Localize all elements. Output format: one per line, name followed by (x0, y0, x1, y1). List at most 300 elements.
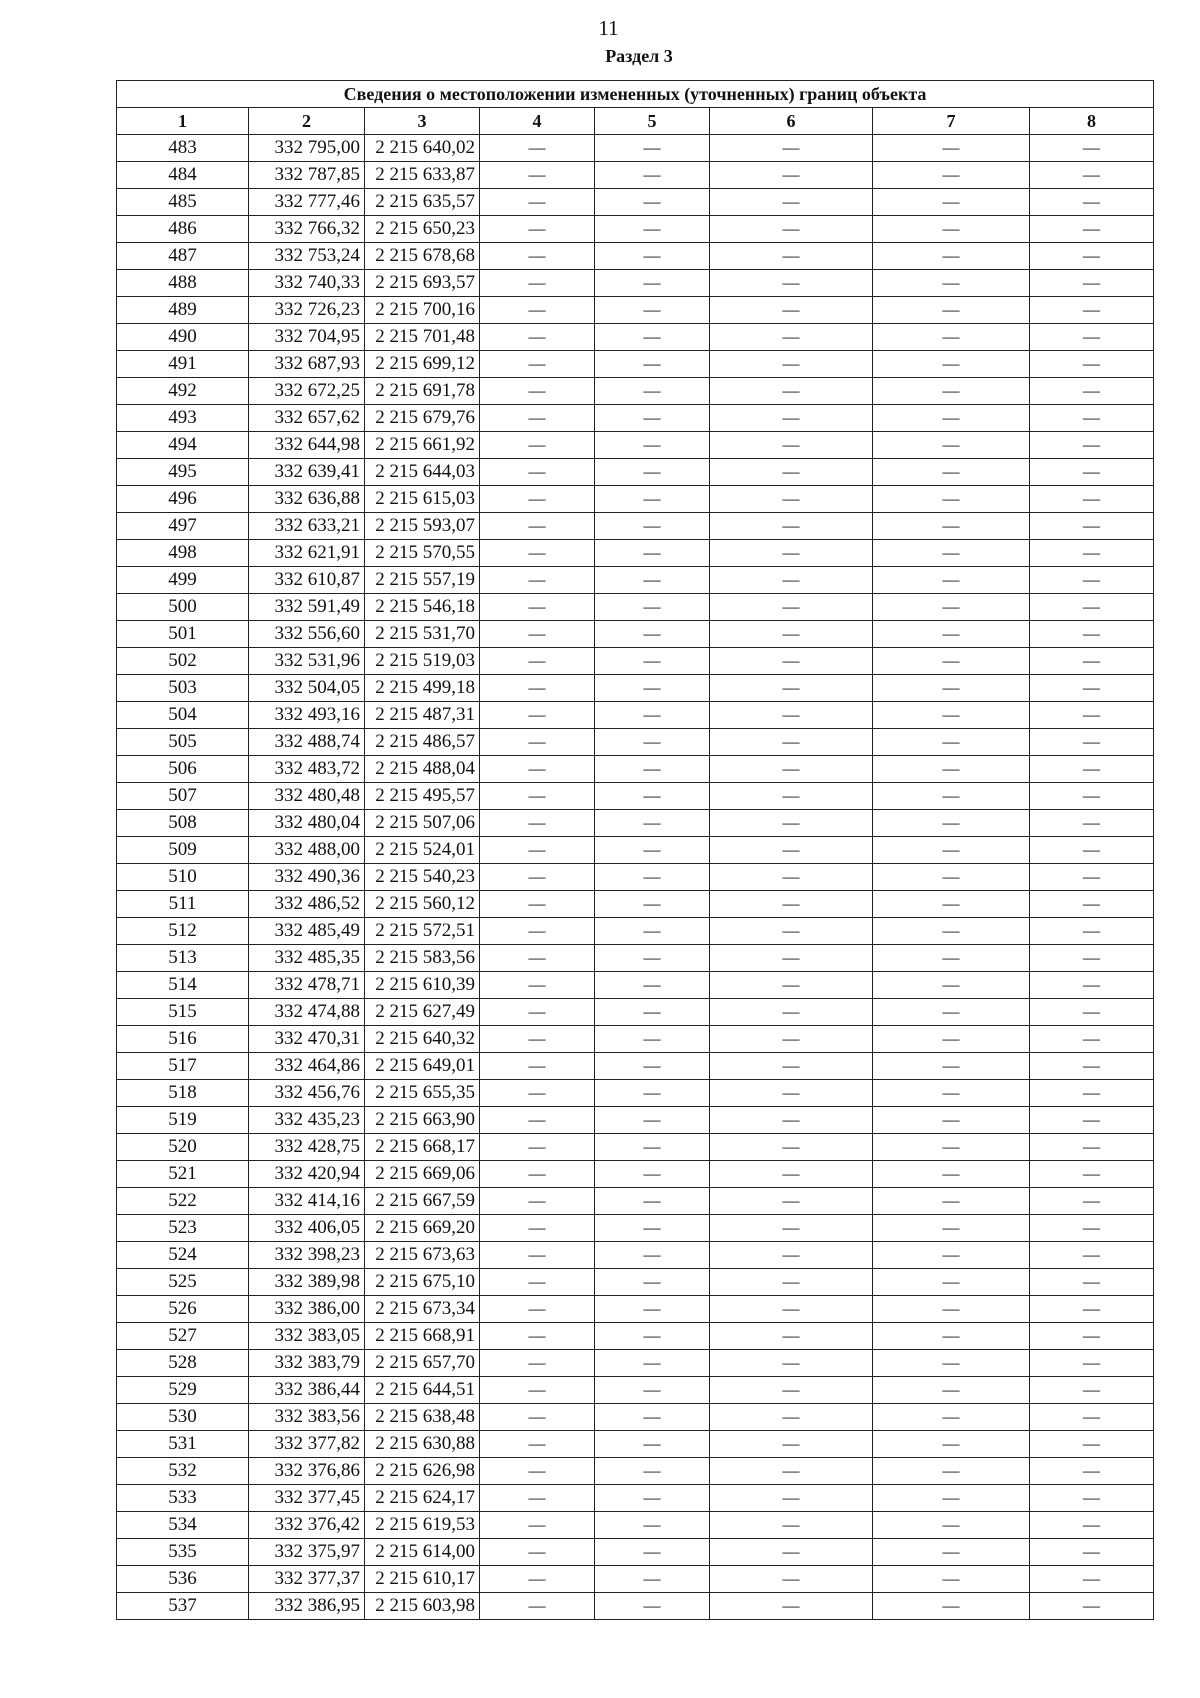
table-row (117, 486, 1154, 513)
empty-value-cell: — (873, 1107, 1030, 1134)
point-number-cell: 510 (117, 864, 249, 891)
empty-value-cell: — (480, 648, 595, 675)
y-coordinate-cell: 2 215 644,03 (365, 459, 480, 486)
y-coordinate-cell: 2 215 663,90 (365, 1107, 480, 1134)
column-header-6: 6 (710, 108, 873, 135)
x-coordinate-cell: 332 480,48 (249, 783, 365, 810)
table-row (117, 1593, 1154, 1620)
empty-value-cell: — (480, 1350, 595, 1377)
empty-value-cell: — (1030, 1566, 1154, 1593)
empty-value-cell: — (1030, 1134, 1154, 1161)
point-number-cell: 504 (117, 702, 249, 729)
empty-value-cell: — (1030, 162, 1154, 189)
x-coordinate-cell: 332 556,60 (249, 621, 365, 648)
point-number-cell: 524 (117, 1242, 249, 1269)
point-number-cell: 533 (117, 1485, 249, 1512)
empty-value-cell: — (480, 189, 595, 216)
empty-value-cell: — (1030, 135, 1154, 162)
y-coordinate-cell: 2 215 524,01 (365, 837, 480, 864)
empty-value-cell: — (595, 351, 710, 378)
point-number-cell: 507 (117, 783, 249, 810)
empty-value-cell: — (595, 837, 710, 864)
y-coordinate-cell: 2 215 667,59 (365, 1188, 480, 1215)
empty-value-cell: — (1030, 1539, 1154, 1566)
y-coordinate-cell: 2 215 691,78 (365, 378, 480, 405)
empty-value-cell: — (710, 243, 873, 270)
table-row (117, 162, 1154, 189)
point-number-cell: 488 (117, 270, 249, 297)
empty-value-cell: — (480, 486, 595, 513)
table-row (117, 918, 1154, 945)
x-coordinate-cell: 332 389,98 (249, 1269, 365, 1296)
empty-value-cell: — (873, 1026, 1030, 1053)
empty-value-cell: — (873, 486, 1030, 513)
empty-value-cell: — (710, 1269, 873, 1296)
point-number-cell: 486 (117, 216, 249, 243)
empty-value-cell: — (710, 837, 873, 864)
empty-value-cell: — (873, 837, 1030, 864)
x-coordinate-cell: 332 386,44 (249, 1377, 365, 1404)
table-row (117, 189, 1154, 216)
empty-value-cell: — (480, 1269, 595, 1296)
empty-value-cell: — (595, 594, 710, 621)
table-row (117, 513, 1154, 540)
empty-value-cell: — (480, 1593, 595, 1620)
empty-value-cell: — (873, 972, 1030, 999)
empty-value-cell: — (480, 1431, 595, 1458)
y-coordinate-cell: 2 215 593,07 (365, 513, 480, 540)
empty-value-cell: — (710, 324, 873, 351)
empty-value-cell: — (710, 972, 873, 999)
empty-value-cell: — (595, 1107, 710, 1134)
table-row (117, 1296, 1154, 1323)
empty-value-cell: — (480, 1080, 595, 1107)
point-number-cell: 492 (117, 378, 249, 405)
empty-value-cell: — (873, 567, 1030, 594)
point-number-cell: 517 (117, 1053, 249, 1080)
empty-value-cell: — (873, 1512, 1030, 1539)
empty-value-cell: — (595, 378, 710, 405)
point-number-cell: 521 (117, 1161, 249, 1188)
empty-value-cell: — (1030, 1242, 1154, 1269)
y-coordinate-cell: 2 215 627,49 (365, 999, 480, 1026)
x-coordinate-cell: 332 633,21 (249, 513, 365, 540)
x-coordinate-cell: 332 485,35 (249, 945, 365, 972)
table-body (117, 135, 1154, 1620)
empty-value-cell: — (710, 1485, 873, 1512)
x-coordinate-cell: 332 377,82 (249, 1431, 365, 1458)
x-coordinate-cell: 332 376,42 (249, 1512, 365, 1539)
empty-value-cell: — (595, 1593, 710, 1620)
empty-value-cell: — (595, 702, 710, 729)
x-coordinate-cell: 332 726,23 (249, 297, 365, 324)
x-coordinate-cell: 332 377,37 (249, 1566, 365, 1593)
y-coordinate-cell: 2 215 488,04 (365, 756, 480, 783)
point-number-cell: 518 (117, 1080, 249, 1107)
empty-value-cell: — (595, 1485, 710, 1512)
y-coordinate-cell: 2 215 531,70 (365, 621, 480, 648)
point-number-cell: 505 (117, 729, 249, 756)
x-coordinate-cell: 332 636,88 (249, 486, 365, 513)
table-row (117, 864, 1154, 891)
empty-value-cell: — (1030, 1215, 1154, 1242)
point-number-cell: 484 (117, 162, 249, 189)
empty-value-cell: — (873, 1296, 1030, 1323)
point-number-cell: 516 (117, 1026, 249, 1053)
empty-value-cell: — (873, 297, 1030, 324)
table-row (117, 1269, 1154, 1296)
y-coordinate-cell: 2 215 669,06 (365, 1161, 480, 1188)
empty-value-cell: — (1030, 459, 1154, 486)
table-row (117, 405, 1154, 432)
empty-value-cell: — (595, 729, 710, 756)
empty-value-cell: — (595, 1080, 710, 1107)
empty-value-cell: — (873, 810, 1030, 837)
y-coordinate-cell: 2 215 655,35 (365, 1080, 480, 1107)
x-coordinate-cell: 332 488,74 (249, 729, 365, 756)
empty-value-cell: — (595, 756, 710, 783)
empty-value-cell: — (595, 621, 710, 648)
point-number-cell: 506 (117, 756, 249, 783)
y-coordinate-cell: 2 215 644,51 (365, 1377, 480, 1404)
table-row (117, 567, 1154, 594)
empty-value-cell: — (710, 270, 873, 297)
y-coordinate-cell: 2 215 693,57 (365, 270, 480, 297)
empty-value-cell: — (710, 648, 873, 675)
table-row (117, 1512, 1154, 1539)
empty-value-cell: — (1030, 729, 1154, 756)
y-coordinate-cell: 2 215 661,92 (365, 432, 480, 459)
empty-value-cell: — (480, 1539, 595, 1566)
table-caption: Сведения о местоположении измененных (уточненных) границ объекта (117, 81, 1154, 108)
y-coordinate-cell: 2 215 635,57 (365, 189, 480, 216)
y-coordinate-cell: 2 215 673,34 (365, 1296, 480, 1323)
empty-value-cell: — (873, 540, 1030, 567)
empty-value-cell: — (873, 162, 1030, 189)
table-row (117, 1566, 1154, 1593)
point-number-cell: 512 (117, 918, 249, 945)
table-row (117, 1323, 1154, 1350)
x-coordinate-cell: 332 406,05 (249, 1215, 365, 1242)
table-row (117, 1053, 1154, 1080)
empty-value-cell: — (480, 621, 595, 648)
empty-value-cell: — (595, 162, 710, 189)
empty-value-cell: — (710, 621, 873, 648)
table-row (117, 351, 1154, 378)
y-coordinate-cell: 2 215 570,55 (365, 540, 480, 567)
empty-value-cell: — (595, 135, 710, 162)
empty-value-cell: — (1030, 1404, 1154, 1431)
x-coordinate-cell: 332 483,72 (249, 756, 365, 783)
table-row (117, 729, 1154, 756)
empty-value-cell: — (480, 162, 595, 189)
empty-value-cell: — (1030, 594, 1154, 621)
point-number-cell: 501 (117, 621, 249, 648)
table-row (117, 1188, 1154, 1215)
empty-value-cell: — (873, 432, 1030, 459)
empty-value-cell: — (1030, 351, 1154, 378)
point-number-cell: 503 (117, 675, 249, 702)
table-row (117, 675, 1154, 702)
empty-value-cell: — (1030, 243, 1154, 270)
point-number-cell: 509 (117, 837, 249, 864)
empty-value-cell: — (595, 459, 710, 486)
x-coordinate-cell: 332 490,36 (249, 864, 365, 891)
point-number-cell: 499 (117, 567, 249, 594)
y-coordinate-cell: 2 215 649,01 (365, 1053, 480, 1080)
empty-value-cell: — (873, 918, 1030, 945)
empty-value-cell: — (480, 1512, 595, 1539)
y-coordinate-cell: 2 215 657,70 (365, 1350, 480, 1377)
point-number-cell: 496 (117, 486, 249, 513)
y-coordinate-cell: 2 215 699,12 (365, 351, 480, 378)
x-coordinate-cell: 332 435,23 (249, 1107, 365, 1134)
table-row (117, 1485, 1154, 1512)
empty-value-cell: — (710, 216, 873, 243)
x-coordinate-cell: 332 591,49 (249, 594, 365, 621)
table-row (117, 1242, 1154, 1269)
empty-value-cell: — (710, 1404, 873, 1431)
empty-value-cell: — (480, 513, 595, 540)
point-number-cell: 527 (117, 1323, 249, 1350)
empty-value-cell: — (480, 378, 595, 405)
empty-value-cell: — (480, 1188, 595, 1215)
empty-value-cell: — (710, 1107, 873, 1134)
point-number-cell: 532 (117, 1458, 249, 1485)
empty-value-cell: — (1030, 972, 1154, 999)
point-number-cell: 508 (117, 810, 249, 837)
empty-value-cell: — (480, 1053, 595, 1080)
empty-value-cell: — (480, 351, 595, 378)
empty-value-cell: — (1030, 864, 1154, 891)
y-coordinate-cell: 2 215 507,06 (365, 810, 480, 837)
x-coordinate-cell: 332 672,25 (249, 378, 365, 405)
x-coordinate-cell: 332 795,00 (249, 135, 365, 162)
empty-value-cell: — (873, 1377, 1030, 1404)
empty-value-cell: — (873, 702, 1030, 729)
point-number-cell: 525 (117, 1269, 249, 1296)
empty-value-cell: — (480, 1107, 595, 1134)
empty-value-cell: — (1030, 297, 1154, 324)
empty-value-cell: — (710, 1296, 873, 1323)
empty-value-cell: — (1030, 999, 1154, 1026)
empty-value-cell: — (480, 594, 595, 621)
empty-value-cell: — (873, 675, 1030, 702)
empty-value-cell: — (1030, 432, 1154, 459)
empty-value-cell: — (480, 864, 595, 891)
empty-value-cell: — (710, 1188, 873, 1215)
table-row (117, 1134, 1154, 1161)
x-coordinate-cell: 332 488,00 (249, 837, 365, 864)
table-row (117, 432, 1154, 459)
point-number-cell: 483 (117, 135, 249, 162)
y-coordinate-cell: 2 215 486,57 (365, 729, 480, 756)
empty-value-cell: — (710, 891, 873, 918)
point-number-cell: 498 (117, 540, 249, 567)
empty-value-cell: — (873, 1566, 1030, 1593)
empty-value-cell: — (480, 1215, 595, 1242)
empty-value-cell: — (480, 891, 595, 918)
table-row (117, 1431, 1154, 1458)
empty-value-cell: — (1030, 405, 1154, 432)
empty-value-cell: — (873, 945, 1030, 972)
empty-value-cell: — (480, 432, 595, 459)
table-row (117, 1404, 1154, 1431)
table-row (117, 972, 1154, 999)
empty-value-cell: — (873, 1431, 1030, 1458)
empty-value-cell: — (480, 837, 595, 864)
empty-value-cell: — (595, 1026, 710, 1053)
empty-value-cell: — (1030, 648, 1154, 675)
empty-value-cell: — (480, 1161, 595, 1188)
table-row (117, 945, 1154, 972)
empty-value-cell: — (710, 1242, 873, 1269)
y-coordinate-cell: 2 215 610,39 (365, 972, 480, 999)
column-header-row (117, 108, 1154, 135)
empty-value-cell: — (710, 1053, 873, 1080)
empty-value-cell: — (1030, 1269, 1154, 1296)
empty-value-cell: — (1030, 1377, 1154, 1404)
x-coordinate-cell: 332 414,16 (249, 1188, 365, 1215)
column-header-4: 4 (480, 108, 595, 135)
empty-value-cell: — (595, 567, 710, 594)
empty-value-cell: — (480, 702, 595, 729)
point-number-cell: 493 (117, 405, 249, 432)
table-row (117, 243, 1154, 270)
empty-value-cell: — (873, 243, 1030, 270)
y-coordinate-cell: 2 215 499,18 (365, 675, 480, 702)
x-coordinate-cell: 332 383,56 (249, 1404, 365, 1431)
table-row (117, 540, 1154, 567)
y-coordinate-cell: 2 215 624,17 (365, 1485, 480, 1512)
point-number-cell: 523 (117, 1215, 249, 1242)
empty-value-cell: — (873, 648, 1030, 675)
empty-value-cell: — (480, 972, 595, 999)
empty-value-cell: — (1030, 1296, 1154, 1323)
empty-value-cell: — (873, 1269, 1030, 1296)
empty-value-cell: — (595, 216, 710, 243)
empty-value-cell: — (595, 486, 710, 513)
empty-value-cell: — (1030, 1107, 1154, 1134)
point-number-cell: 491 (117, 351, 249, 378)
empty-value-cell: — (710, 351, 873, 378)
table-row (117, 837, 1154, 864)
empty-value-cell: — (873, 999, 1030, 1026)
empty-value-cell: — (710, 1377, 873, 1404)
empty-value-cell: — (873, 513, 1030, 540)
y-coordinate-cell: 2 215 583,56 (365, 945, 480, 972)
empty-value-cell: — (873, 216, 1030, 243)
empty-value-cell: — (480, 1242, 595, 1269)
empty-value-cell: — (710, 513, 873, 540)
empty-value-cell: — (873, 729, 1030, 756)
empty-value-cell: — (873, 189, 1030, 216)
empty-value-cell: — (873, 783, 1030, 810)
column-header-2: 2 (249, 108, 365, 135)
empty-value-cell: — (710, 540, 873, 567)
y-coordinate-cell: 2 215 603,98 (365, 1593, 480, 1620)
x-coordinate-cell: 332 639,41 (249, 459, 365, 486)
point-number-cell: 490 (117, 324, 249, 351)
y-coordinate-cell: 2 215 669,20 (365, 1215, 480, 1242)
table-row (117, 783, 1154, 810)
empty-value-cell: — (1030, 1512, 1154, 1539)
empty-value-cell: — (595, 1350, 710, 1377)
empty-value-cell: — (595, 1053, 710, 1080)
empty-value-cell: — (595, 648, 710, 675)
table-row (117, 297, 1154, 324)
point-number-cell: 513 (117, 945, 249, 972)
empty-value-cell: — (873, 1053, 1030, 1080)
point-number-cell: 519 (117, 1107, 249, 1134)
empty-value-cell: — (710, 783, 873, 810)
x-coordinate-cell: 332 531,96 (249, 648, 365, 675)
column-header-8: 8 (1030, 108, 1154, 135)
empty-value-cell: — (710, 1026, 873, 1053)
empty-value-cell: — (595, 297, 710, 324)
y-coordinate-cell: 2 215 519,03 (365, 648, 480, 675)
empty-value-cell: — (1030, 1485, 1154, 1512)
empty-value-cell: — (595, 1323, 710, 1350)
empty-value-cell: — (873, 1242, 1030, 1269)
empty-value-cell: — (1030, 1350, 1154, 1377)
empty-value-cell: — (710, 1458, 873, 1485)
empty-value-cell: — (873, 1404, 1030, 1431)
empty-value-cell: — (1030, 810, 1154, 837)
empty-value-cell: — (595, 945, 710, 972)
x-coordinate-cell: 332 464,86 (249, 1053, 365, 1080)
empty-value-cell: — (595, 1566, 710, 1593)
empty-value-cell: — (480, 756, 595, 783)
table-row (117, 1080, 1154, 1107)
x-coordinate-cell: 332 480,04 (249, 810, 365, 837)
empty-value-cell: — (1030, 918, 1154, 945)
empty-value-cell: — (873, 270, 1030, 297)
empty-value-cell: — (873, 756, 1030, 783)
empty-value-cell: — (595, 1269, 710, 1296)
empty-value-cell: — (710, 1215, 873, 1242)
empty-value-cell: — (595, 1215, 710, 1242)
point-number-cell: 487 (117, 243, 249, 270)
y-coordinate-cell: 2 215 700,16 (365, 297, 480, 324)
empty-value-cell: — (595, 1512, 710, 1539)
y-coordinate-cell: 2 215 668,91 (365, 1323, 480, 1350)
empty-value-cell: — (1030, 675, 1154, 702)
empty-value-cell: — (873, 135, 1030, 162)
empty-value-cell: — (873, 459, 1030, 486)
empty-value-cell: — (480, 1404, 595, 1431)
x-coordinate-cell: 332 474,88 (249, 999, 365, 1026)
y-coordinate-cell: 2 215 650,23 (365, 216, 480, 243)
point-number-cell: 500 (117, 594, 249, 621)
point-number-cell: 530 (117, 1404, 249, 1431)
empty-value-cell: — (873, 1458, 1030, 1485)
point-number-cell: 497 (117, 513, 249, 540)
x-coordinate-cell: 332 777,46 (249, 189, 365, 216)
empty-value-cell: — (873, 378, 1030, 405)
empty-value-cell: — (595, 1161, 710, 1188)
y-coordinate-cell: 2 215 640,02 (365, 135, 480, 162)
point-number-cell: 494 (117, 432, 249, 459)
x-coordinate-cell: 332 610,87 (249, 567, 365, 594)
x-coordinate-cell: 332 386,00 (249, 1296, 365, 1323)
empty-value-cell: — (1030, 621, 1154, 648)
empty-value-cell: — (873, 864, 1030, 891)
y-coordinate-cell: 2 215 572,51 (365, 918, 480, 945)
empty-value-cell: — (595, 1242, 710, 1269)
empty-value-cell: — (873, 891, 1030, 918)
empty-value-cell: — (595, 540, 710, 567)
